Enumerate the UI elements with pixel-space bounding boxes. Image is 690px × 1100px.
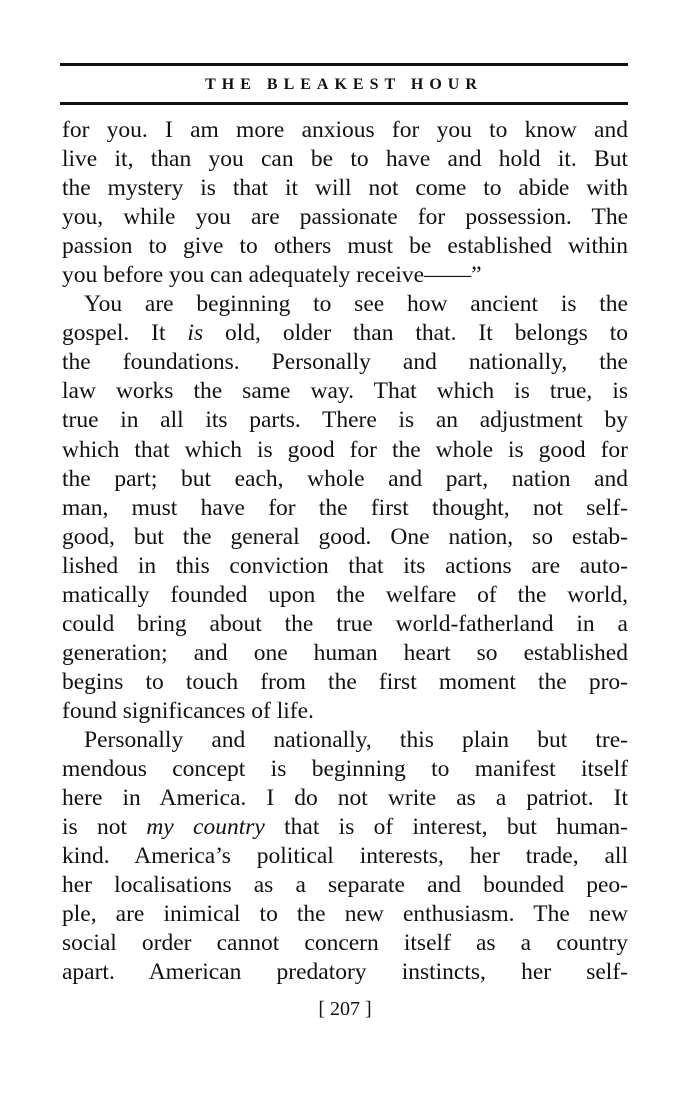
text-line: good, but the general good. One nation, so estab- [62,523,628,550]
text-line: which that which is good for the whole is good for [62,436,628,463]
text-line: You are beginning to see how ancient is the [84,291,628,318]
text-line: man, must have for the first thought, not self- [62,494,628,521]
text-line: the mystery is that it will not come to abide with [62,175,628,202]
text-line: her localisations as a separate and bounded peo- [62,872,628,899]
italic-emphasis: my country [146,814,265,841]
text-line: apart. American predatory instincts, her self- [62,959,628,986]
text-line: begins to touch from the first moment the pro- [62,668,628,695]
text-line: found significances of life. [62,697,314,724]
text-line: true in all its parts. There is an adjustment by [62,407,628,434]
text-line: lished in this conviction that its actions are auto- [62,552,628,579]
text-line: gospel. It is old, older than that. It belongs to [62,320,628,347]
header-rule-top [60,63,628,66]
text-line: you, while you are passionate for possession. The [62,204,628,231]
text-line: Personally and nationally, this plain but tre- [84,726,628,753]
text-line: generation; and one human heart so established [62,639,628,666]
text-line: for you. I am more anxious for you to know and [62,117,628,143]
text-line: law works the same way. That which is true, is [62,378,628,405]
text-line: is not my country that is of interest, but human- [62,814,628,841]
header-rule-bottom [60,102,628,105]
italic-emphasis: is [187,320,204,347]
text-line: mendous concept is beginning to manifest itself [62,756,628,783]
text-line: matically founded upon the welfare of the world, [62,581,628,608]
text-line: the part; but each, whole and part, nation and [62,465,628,492]
text-line: could bring about the true world-fatherland in a [62,610,628,637]
text-line: here in America. I do not write as a patriot. It [62,785,628,812]
page-number: [ 207 ] [318,998,372,1020]
text-line: live it, than you can be to have and hold it. But [62,146,628,173]
text-line: kind. America’s political interests, her trade, all [62,843,628,870]
text-line: passion to give to others must be established within [62,233,628,260]
text-line: the foundations. Personally and nationally, the [62,349,628,376]
text-line: ple, are inimical to the new enthusiasm. The new [62,901,628,928]
running-head: THE BLEAKEST HOUR [205,76,483,93]
body-text [62,116,628,987]
text-line: social order cannot concern itself as a country [62,930,628,957]
text-line: you before you can adequately receive——” [62,262,482,289]
